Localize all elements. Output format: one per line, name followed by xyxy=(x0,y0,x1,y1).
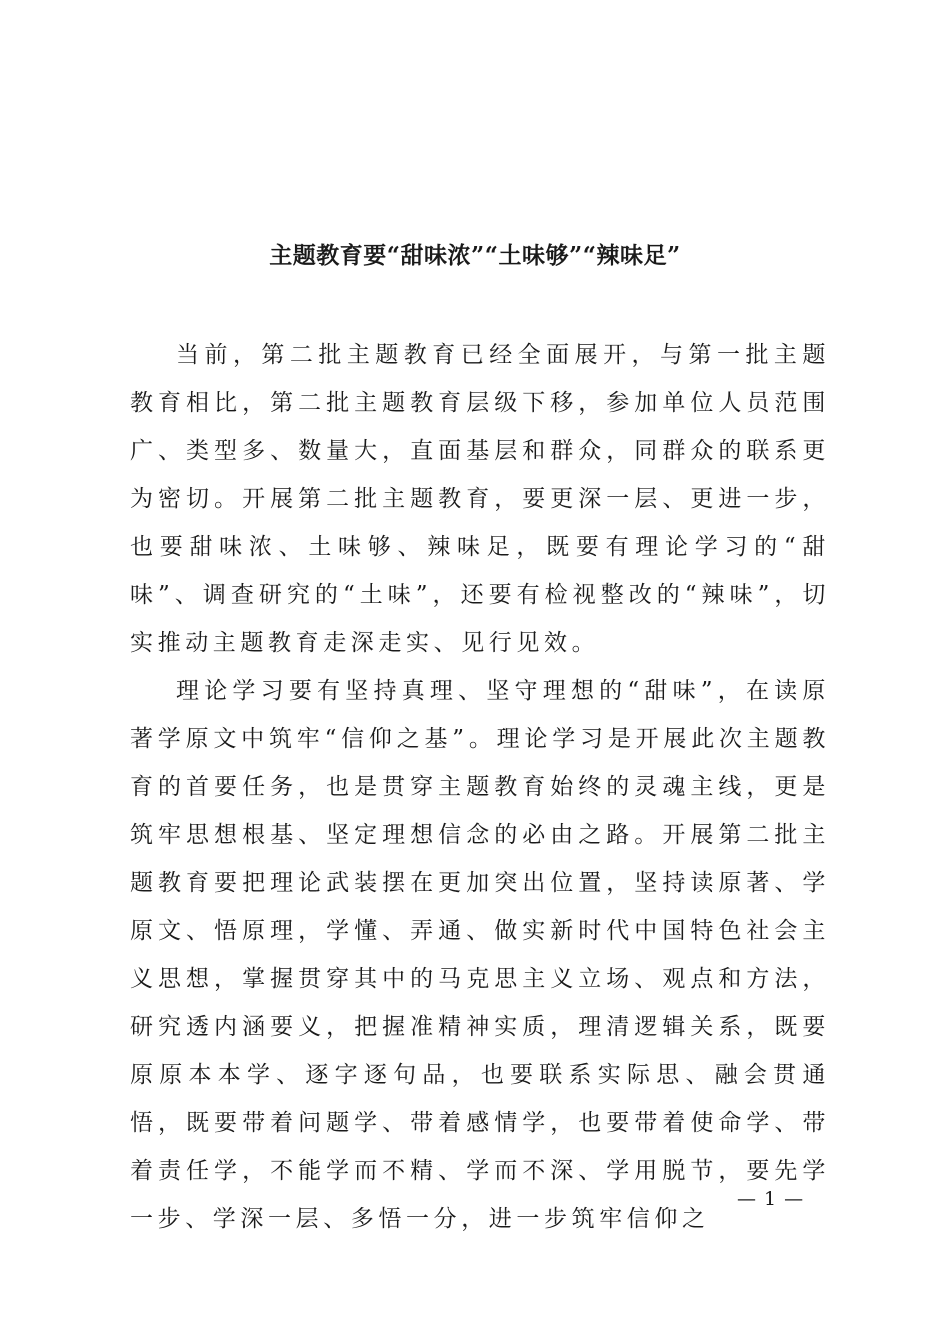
document-body xyxy=(130,331,830,1243)
document-title: 主题教育要“甜味浓”“土味够”“辣味足” xyxy=(269,242,681,269)
paragraph-2: 理论学习要有坚持真理、坚守理想的“甜味”，在读原著学原文中筑牢“信仰之基”。理论学习是开展此次主题教育的首要任务，也是贯穿主题教育始终的灵魂主线，更是筑牢思想根基、坚定理想信念的必由之路。开展第二批主题教育要把理论武装摆在更加突出位置，坚持读原著、学原文、悟原理，学懂、弄通、做实新时代中国特色社会主义思想，掌握贯穿其中的马克思主义立场、观点和方法，研究透内涵要义，把握准精神实质，理清逻辑关系，既要原原本本学、逐字逐句品，也要联系实际思、融会贯通悟，既要带着问题学、带着感情学，也要带着使命学、带着责任学，不能学而不精、学而不深、学用脱节，要先学一步、学深一层、多悟一分，进一步筑牢信仰之 xyxy=(130,678,830,1232)
page-number: — 1 — xyxy=(737,1188,805,1210)
paragraph-1: 当前，第二批主题教育已经全面展开，与第一批主题教育相比，第二批主题教育层级下移，参加单位人员范围广、类型多、数量大，直面基层和群众，同群众的联系更为密切。开展第二批主题教育，要更深一层、更进一步，也要甜味浓、土味够、辣味足，既要有理论学习的“甜味”、调查研究的“土味”，还要有检视整改的“辣味”，切实推动主题教育走深走实、见行见效。 xyxy=(130,342,830,656)
